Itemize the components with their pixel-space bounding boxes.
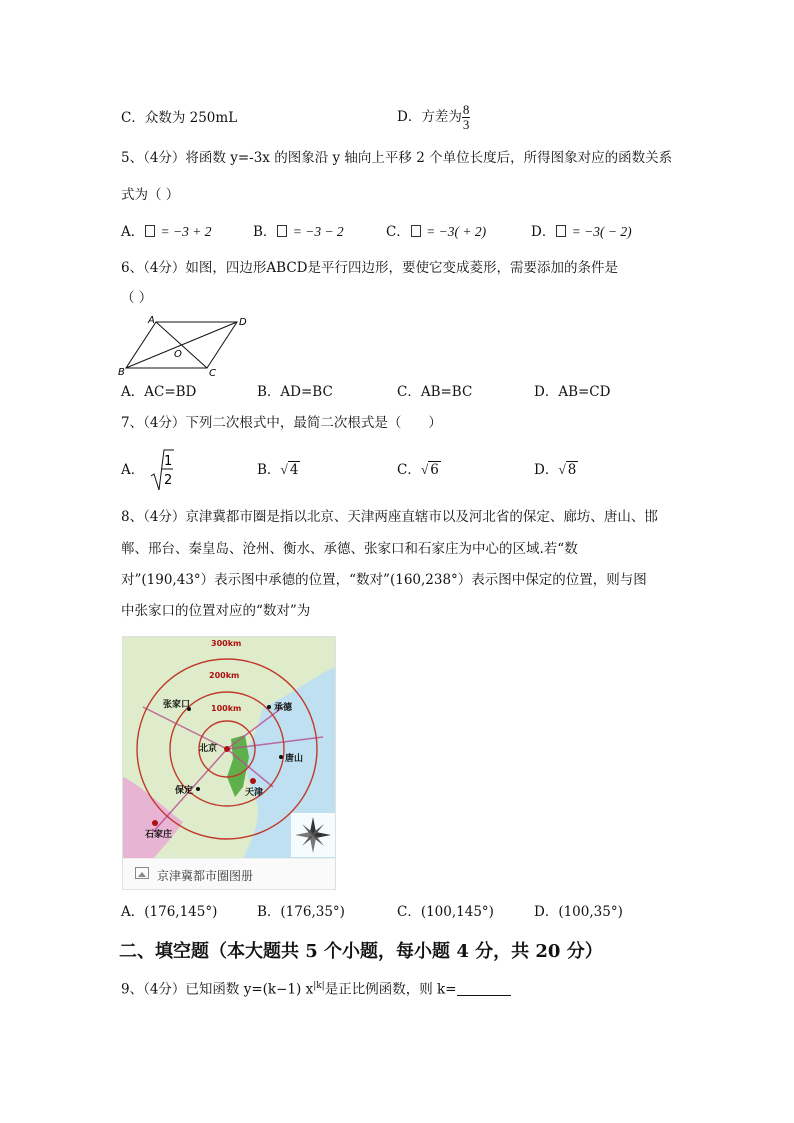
q7-option-a (121, 448, 175, 492)
q9-stem-prefix: 9、（4分）已知函数 y=(k−1) x (121, 981, 314, 998)
fraction-numerator: 1 (163, 454, 172, 469)
city-marker (267, 705, 271, 709)
q5-option-c-label: C． (386, 224, 410, 240)
q5-option-a (121, 222, 212, 242)
city-marker (250, 778, 256, 784)
city-marker (224, 746, 230, 752)
q5-stem-line1: 5、（4分）将函数 y=-3x 的图象沿 y 轴向上平移 2 个单位长度后，所得图象对应的函数关系 (121, 150, 673, 166)
label-100km: 100km (211, 704, 242, 713)
q4-option-d-label: D．方差为 (397, 109, 462, 125)
fraction-denominator: 3 (462, 117, 470, 132)
q7-option-a-label: A． (121, 462, 145, 478)
fraction-denominator: 2 (163, 473, 172, 488)
city-tangshan: 唐山 (285, 754, 304, 764)
q6-stem-line1: 6、（4分）如图，四边形ABCD是平行四边形，要使它变成菱形，需要添加的条件是 (121, 260, 619, 276)
q5-option-a-label: A． (121, 224, 145, 240)
missing-glyph-icon (411, 225, 421, 237)
radicand: 8 (567, 462, 577, 478)
q7-option-c-label: C． (397, 462, 421, 478)
city-chengde: 承德 (274, 703, 293, 713)
q5-option-d (531, 222, 632, 242)
q7-option-d (534, 460, 578, 480)
radicand: 6 (430, 462, 439, 478)
answer-blank[interactable] (457, 981, 511, 996)
q8-option-d: D．(100,35°) (534, 904, 623, 920)
q6-option-b: B．AD=BC (257, 384, 333, 400)
city-marker (279, 755, 283, 759)
vertex-c: C (209, 368, 216, 378)
city-beijing: 北京 (199, 744, 218, 754)
diagonal-bd (126, 322, 237, 368)
compass-rose-icon (291, 813, 335, 857)
q8-stem-line3: 对”(190,43°）表示图中承德的位置，“数对”(160,238°）表示图中保定的位置，则与图 (121, 572, 647, 588)
q5-option-a-expression: = −3 + 2 (160, 224, 212, 239)
q5-option-d-expression: = −3( − 2) (571, 224, 632, 239)
q6-stem-line2: （ ） (121, 290, 153, 306)
label-200km: 200km (209, 671, 240, 680)
fraction-numerator: 8 (462, 102, 470, 117)
radical-sign-icon: √ (420, 462, 429, 477)
vertex-b: B (118, 367, 125, 378)
radical-sign-icon (149, 448, 175, 492)
q9-stem (121, 976, 511, 1000)
section-heading: 二、填空题（本大题共 5 个小题，每小题 4 分，共 20 分） (119, 941, 603, 962)
radical-sign-icon: √ (558, 462, 566, 477)
q5-option-b-label: B． (253, 224, 277, 240)
q7-option-d-label: D． (534, 462, 559, 478)
map-figure (122, 636, 336, 890)
q5-option-b (253, 222, 344, 242)
radical-sign-icon: √ (280, 462, 288, 477)
missing-glyph-icon (277, 225, 287, 237)
city-tianjin: 天津 (245, 788, 264, 798)
jingjinji-map (123, 637, 335, 859)
center-o: O (174, 349, 182, 360)
q8-stem-line2: 郸、邢台、秦皇岛、沧州、衡水、承德、张家口和石家庄为中心的区域.若“数 (121, 541, 578, 557)
vertex-a: A (148, 315, 155, 326)
q5-option-c-expression: = −3( + 2) (426, 224, 487, 239)
label-300km: 300km (211, 639, 242, 648)
q4-option-d-fraction (462, 103, 471, 132)
q4-option-d (397, 100, 470, 134)
q5-option-c (386, 222, 486, 242)
q6-option-d: D．AB=CD (534, 384, 611, 400)
q4-option-c: C．众数为 250mL (121, 110, 238, 126)
parallelogram-figure (112, 312, 252, 378)
image-icon (135, 867, 149, 879)
city-baoding: 保定 (175, 786, 194, 796)
q7-option-c (397, 460, 441, 480)
missing-glyph-icon (556, 225, 566, 237)
q8-option-a: A．(176,145°) (121, 904, 218, 920)
q8-option-b: B．(176,35°) (257, 904, 345, 920)
city-marker (152, 820, 158, 826)
q6-option-c: C．AB=BC (397, 384, 473, 400)
q5-option-d-label: D． (531, 224, 556, 240)
missing-glyph-icon (145, 225, 155, 237)
q7-option-b (257, 460, 300, 480)
city-shijiazhuang: 石家庄 (145, 830, 173, 840)
q8-option-c: C．(100,145°) (397, 904, 494, 920)
map-caption-bar[interactable] (123, 858, 335, 889)
city-zhangjiakou: 张家口 (163, 700, 191, 710)
radicand: 4 (289, 462, 299, 478)
q8-stem-line1: 8、（4分）京津冀都市圈是指以北京、天津两座直辖市以及河北省的保定、廊坊、唐山、邯 (121, 509, 658, 525)
q9-stem-suffix: 是正比例函数，则 k= (324, 981, 457, 998)
q7-stem: 7、（4分）下列二次根式中，最简二次根式是（ ） (121, 415, 442, 431)
q5-stem-line2: 式为（ ） (121, 187, 180, 203)
q6-option-a: A．AC=BD (121, 384, 197, 400)
q8-stem-line4: 中张家口的位置对应的“数对”为 (121, 603, 311, 619)
q9-exponent: |k| (313, 981, 325, 991)
city-marker (196, 787, 200, 791)
q7-option-b-label: B． (257, 462, 281, 478)
q5-option-b-expression: = −3 − 2 (292, 224, 344, 239)
map-caption: 京津冀都市圈图册 (157, 869, 254, 883)
vertex-d: D (239, 317, 247, 328)
